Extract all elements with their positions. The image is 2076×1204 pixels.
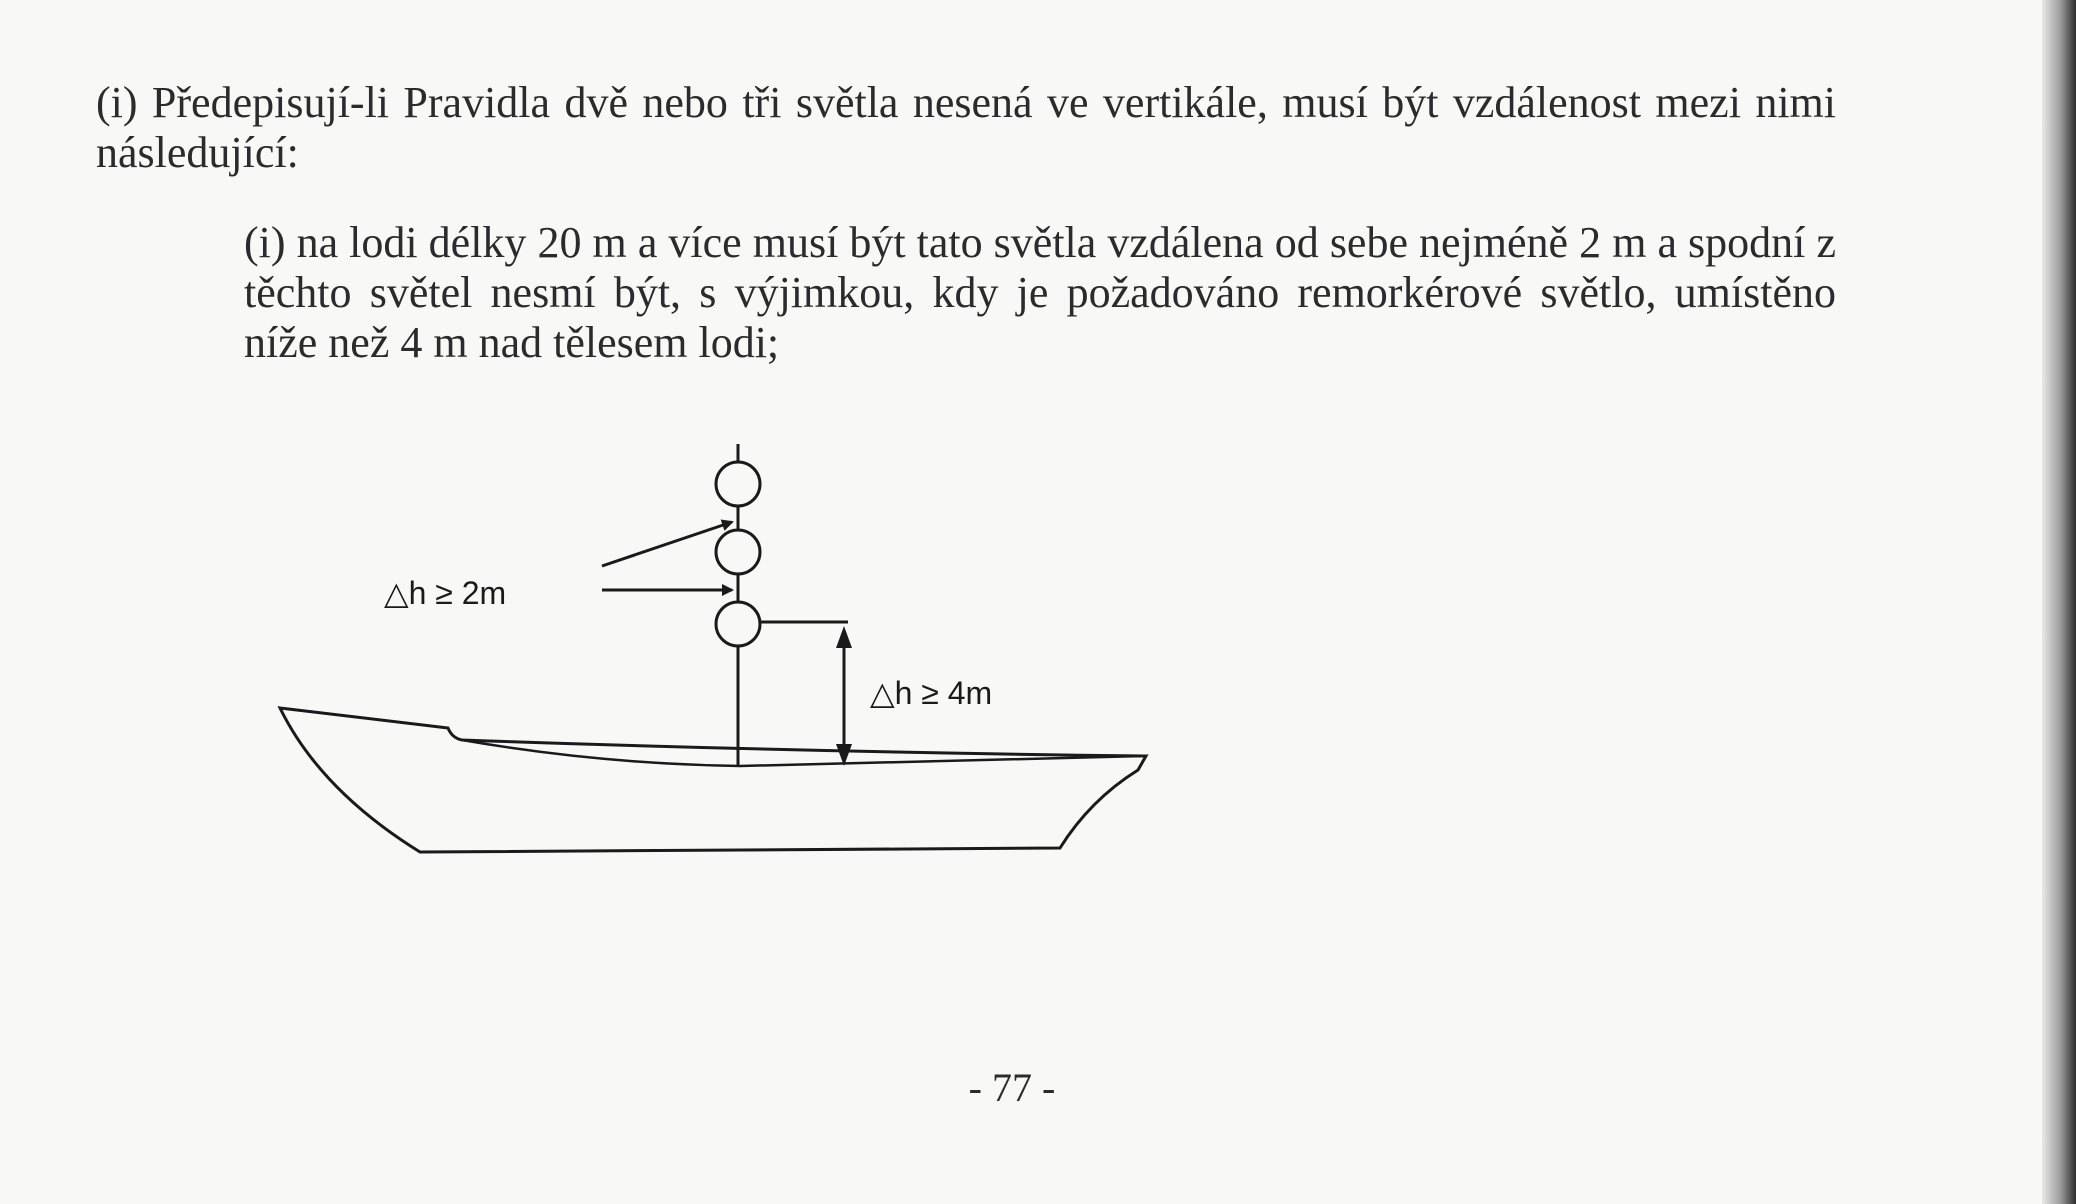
label-light-spacing: △h ≥ 2m — [384, 575, 507, 611]
scan-edge-shadow — [2042, 0, 2076, 1204]
paragraph-sub-item: (i) na lodi délky 20 m a více musí být tato světla vzdálena od sebe nejméně 2 m a spodní z těchto světel nesmí být, s výjimkou, kdy je požadováno remorkérové světlo, umístěno níže než 4 m nad tělesem lodi; — [244, 218, 1836, 367]
arrow-upper — [602, 522, 732, 566]
paragraph-main: (i) Předepisují-li Pravidla dvě nebo tři světla nesená ve vertikále, musí být vzdálenost mezi nimi následující: — [96, 78, 1836, 177]
light-top — [716, 462, 760, 506]
ship-hull — [280, 708, 1146, 852]
label-hull-height: △h ≥ 4m — [870, 675, 993, 711]
light-bottom — [716, 602, 760, 646]
height-arrowhead-top — [836, 626, 852, 648]
light-middle — [716, 530, 760, 574]
page-number: - 77 - — [968, 1065, 1056, 1110]
